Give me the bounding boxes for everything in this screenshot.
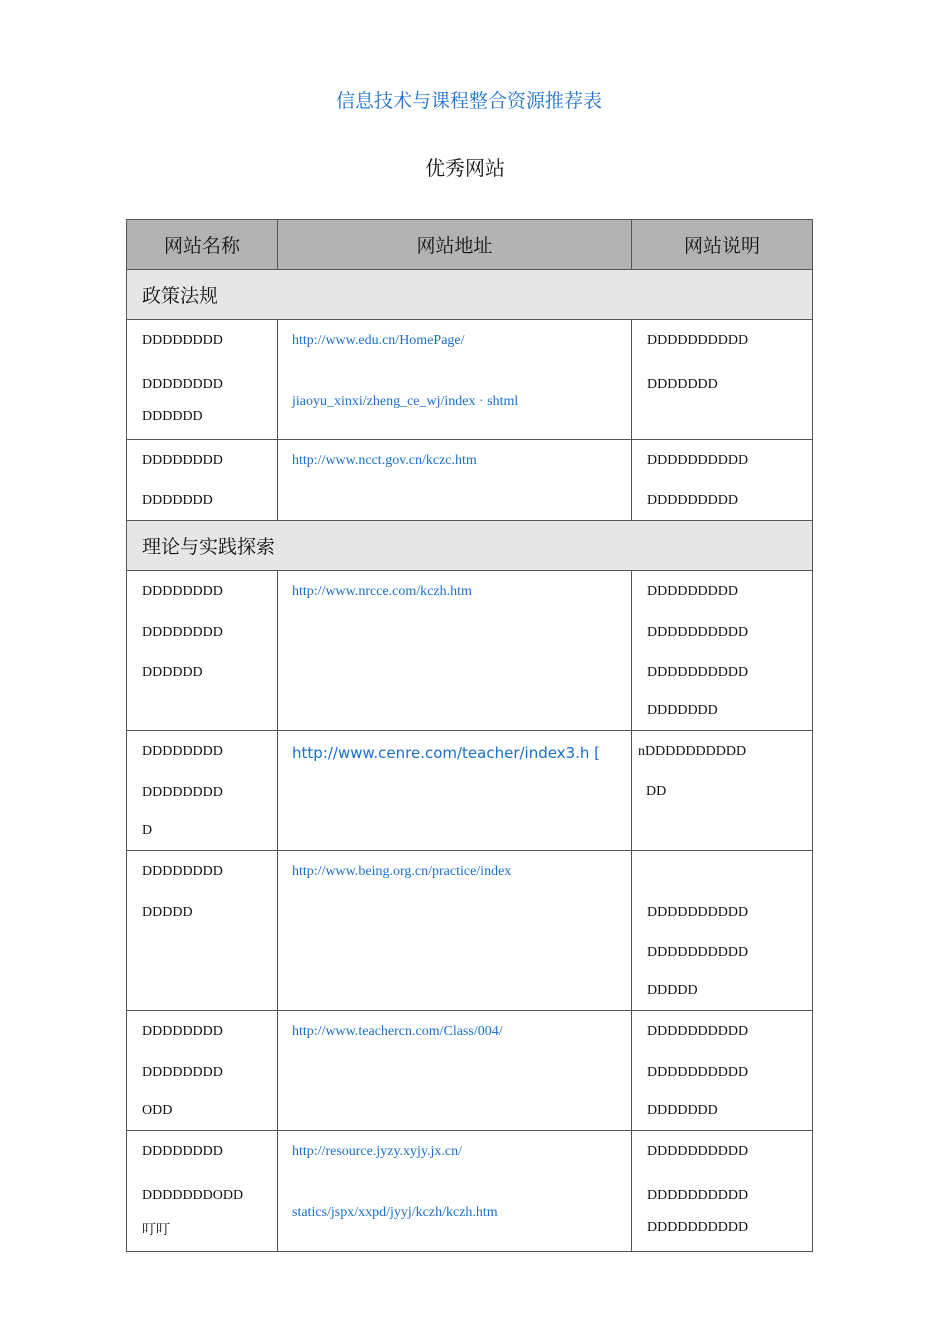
table-row <box>127 851 813 1011</box>
site-desc-line: DDDDDDDDD <box>647 584 738 599</box>
site-desc-line: DDDDDDDDDD <box>647 1144 749 1159</box>
document-title: 信息技术与课程整合资源推荐表 <box>335 90 602 112</box>
site-name-line: DDDDDDDD <box>142 625 223 640</box>
site-url-link[interactable] <box>278 1131 631 1221</box>
site-name-line: DDDDDDDD <box>142 453 223 468</box>
section-title: 优秀网站 <box>425 156 505 180</box>
site-desc-line: nDDDDDDDDDD <box>638 744 747 759</box>
site-name-line: ODD <box>142 1103 173 1118</box>
site-name-line: DDDDDDDD <box>142 864 223 879</box>
site-desc-cell <box>632 571 812 719</box>
site-name-line: DDDDDDDD <box>142 1065 223 1080</box>
site-name-line: DDDDDDDD <box>142 584 223 599</box>
site-url-link[interactable] <box>278 851 631 880</box>
site-desc-line: DDDDDDDDDD <box>647 1024 749 1039</box>
table-row <box>127 440 813 521</box>
site-name-cell <box>127 731 277 839</box>
site-name-cell <box>127 571 277 681</box>
resource-table <box>126 219 813 1252</box>
site-desc-line: DDDDDDDDDD <box>647 905 749 920</box>
site-desc-cell <box>632 851 812 999</box>
category-row-theory <box>127 521 813 571</box>
site-url-line[interactable]: http://www.cenre.com/teacher/index3.h [ <box>292 744 601 762</box>
site-url-line[interactable]: statics/jspx/xxpd/jyyj/kczh/kczh.htm <box>292 1205 498 1220</box>
site-desc-line: DDDDDDDDDD <box>647 333 749 348</box>
site-name-line: DDDDDDDD <box>142 744 223 759</box>
site-url-link[interactable] <box>278 440 631 469</box>
site-name-line: DDDDDDD <box>142 493 213 508</box>
site-desc-line: DDDDDDDDDD <box>647 625 749 640</box>
site-desc-line: DDDDDDDDDD <box>647 1188 749 1203</box>
category-row-policy <box>127 270 813 320</box>
site-name-cell <box>127 320 277 425</box>
site-name-line: DDDDD <box>142 905 193 920</box>
site-url-line[interactable]: http://resource.jyzy.xyjy.jx.cn/ <box>292 1144 463 1159</box>
category-label: 理论与实践探索 <box>127 521 813 571</box>
table-row <box>127 731 813 851</box>
site-desc-line: DDDDDDDDDD <box>647 665 749 680</box>
site-name-line: DDDDDDDD <box>142 1144 223 1159</box>
site-name-line: DDDDDDDD <box>142 377 223 392</box>
site-desc-line: DDDDDDD <box>647 703 718 718</box>
header-site-name: 网站名称 <box>127 220 278 270</box>
site-desc-cell <box>632 1011 812 1119</box>
site-name-line: D <box>142 823 153 838</box>
site-name-cell <box>127 1131 277 1239</box>
table-row <box>127 1011 813 1131</box>
site-desc-cell <box>632 320 812 393</box>
site-desc-cell <box>632 731 812 800</box>
site-url-line[interactable]: http://www.teachercn.com/Class/004/ <box>292 1024 503 1039</box>
site-desc-line: DDDDDDD <box>647 377 718 392</box>
site-name-line: DDDDDD <box>142 409 203 424</box>
site-name-line: DDDDDDDD <box>142 333 223 348</box>
header-row <box>127 220 813 270</box>
site-name-cell <box>127 440 277 509</box>
site-name-line: DDDDDD <box>142 665 203 680</box>
site-name-cell <box>127 1011 277 1119</box>
site-url-line[interactable]: http://www.edu.cn/HomePage/ <box>292 333 465 348</box>
site-name-line: DDDDDDDODD <box>142 1188 244 1203</box>
site-url-line[interactable]: http://www.ncct.gov.cn/kczc.htm <box>292 453 477 468</box>
site-url-link[interactable] <box>278 571 631 600</box>
table-row <box>127 571 813 731</box>
site-url-line[interactable]: http://www.nrcce.com/kczh.htm <box>292 584 472 599</box>
site-url-link[interactable] <box>278 731 631 762</box>
table-row <box>127 320 813 440</box>
category-label: 政策法规 <box>127 270 813 320</box>
header-site-desc: 网站说明 <box>632 220 813 270</box>
site-desc-line: DDDDDDDDDD <box>647 1065 749 1080</box>
site-name-line: DDDDDDDD <box>142 785 223 800</box>
site-desc-line: DDDDDDDDDD <box>647 453 749 468</box>
site-url-line[interactable]: jiaoyu_xinxi/zheng_ce_wj/index · shtml <box>292 394 519 409</box>
site-url-link[interactable] <box>278 320 631 410</box>
table-row <box>127 1131 813 1252</box>
site-desc-cell <box>632 440 812 509</box>
site-desc-line: DD <box>646 784 667 799</box>
header-site-url: 网站地址 <box>278 220 632 270</box>
site-desc-line: DDDDDDDDDD <box>647 945 749 960</box>
site-name-line: 叮叮 <box>142 1223 170 1238</box>
site-desc-line: DDDDD <box>647 983 698 998</box>
site-url-line[interactable]: http://www.being.org.cn/practice/index <box>292 864 512 879</box>
site-name-line: DDDDDDDD <box>142 1024 223 1039</box>
site-desc-line: DDDDDDDDD <box>647 493 738 508</box>
site-url-link[interactable] <box>278 1011 631 1040</box>
site-desc-line: DDDDDDDDDD <box>647 1220 749 1235</box>
site-desc-line: DDDDDDD <box>647 1103 718 1118</box>
site-desc-cell <box>632 1131 812 1236</box>
site-name-cell <box>127 851 277 921</box>
